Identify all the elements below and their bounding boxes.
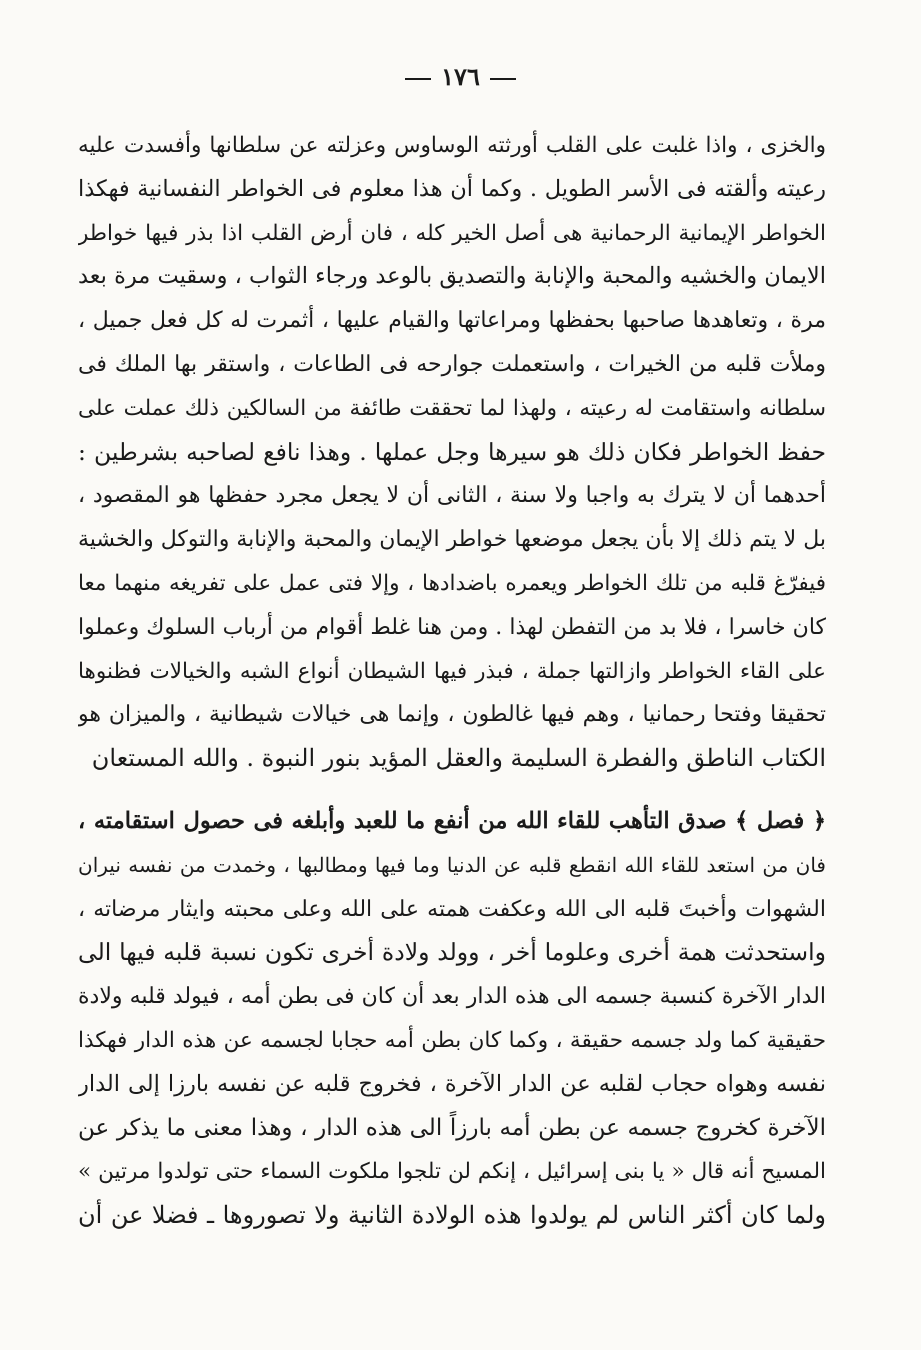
text-line: وملأت قلبه من الخيرات ، واستعملت جوارحه فى الطاعات ، واستقر بها الملك فى: [78, 351, 826, 377]
page-number: [0, 62, 921, 91]
text-line: مرة ، وتعاهدها صاحبها بحفظها ومراعاتها والقيام عليها ، أثمرت له كل فعل جميل ،: [78, 308, 826, 334]
text-line: حقيقية كما ولد جسمه حقيقة ، وكما كان بطن أمه حجابا لجسمه عن هذه الدار فهكذا: [78, 1027, 826, 1053]
text-line: ولما كان أكثر الناس لم يولدوا هذه الولادة الثانية ولا تصوروها ـ فضلا عن أن: [78, 1201, 826, 1230]
text-line: الآخرة كخروج جسمه عن بطن أمه بارزاً الى هذه الدار ، وهذا معنى ما يذكر عن: [78, 1114, 826, 1141]
section-heading-line: ﴿ فصل ﴾ صدق التأهب للقاء الله من أنفع ما للعبد وأبلغه فى حصول استقامته ،: [78, 808, 826, 834]
text-line: المسيح أنه قال « يا بنى إسرائيل ، إنكم لن تلجوا ملكوت السماء حتى تولدوا مرتين »: [78, 1159, 826, 1185]
text-line: كان خاسرا ، فلا بد من التفطن لهذا . ومن هنا غلط أقوام من أرباب السلوك وعملوا: [78, 614, 826, 640]
text-line: والخزى ، واذا غلبت على القلب أورثته الوساوس وعزلته عن سلطانها وأفسدت عليه: [78, 133, 826, 158]
dash-right: [490, 78, 516, 80]
text-line: أحدهما أن لا يترك به واجبا ولا سنة ، الثانى أن لا يجعل مجرد حفظها هو المقصود ،: [78, 483, 826, 509]
paragraph-1: [78, 124, 826, 781]
text-line: بل لا يتم ذلك إلا بأن يجعل موضعها خواطر الإيمان والمحبة والإنابة والتوكل والخشية: [78, 527, 826, 553]
text-line: الدار الآخرة كنسبة جسمه الى هذه الدار بعد أن كان فى بطن أمه ، فيولد قلبه ولادة: [78, 984, 826, 1010]
text-line: على القاء الخواطر وازالتها جملة ، فبذر فيها الشيطان أنواع الشبه والخيالات فظنوها: [78, 658, 826, 684]
text-line: فان من استعد للقاء الله انقطع قلبه عن الدنيا وما فيها ومطالبها ، وخمدت من نفسه نيران: [78, 852, 826, 877]
text-line: الايمان والخشيه والمحبة والإنابة والتصديق بالوعد ورجاء الثواب ، وسقيت مرة بعد: [78, 263, 826, 290]
text-line: الخواطر الإيمانية الرحمانية هى أصل الخير كله ، فان أرض القلب اذا بذر فيها خواطر: [78, 220, 826, 246]
text-line: الشهوات وأخبتَ قلبه الى الله وعكفت همته على الله وعلى محبته وايثار مرضاته ،: [78, 896, 826, 922]
dash-left: [405, 78, 431, 80]
paragraph-2: [78, 800, 826, 1238]
text-line: تحقيقا وفتحا رحمانيا ، وهم فيها غالطون ، وإنما هى خيالات شيطانية ، والميزان هو: [78, 702, 826, 728]
text-line: حفظ الخواطر فكان ذلك هو سيرها وجل عملها . وهذا نافع لصاحبه بشرطين :: [78, 437, 826, 466]
text-line: فيفرّغ قلبه من تلك الخواطر ويعمره باضدادها ، وإلا فتى عمل على تفريغه منهما معا: [78, 570, 826, 596]
text-line: رعيته وألقته فى الأسر الطويل . وكما أن هذا معلوم فى الخواطر النفسانية فهكذا: [78, 175, 826, 202]
text-line: نفسه وهواه حجاب لقلبه عن الدار الآخرة ، فخروج قلبه عن نفسه بارزا إلى الدار: [78, 1070, 826, 1097]
text-line: الكتاب الناطق والفطرة السليمة والعقل المؤيد بنور النبوة . والله المستعان: [91, 744, 826, 773]
text-line: سلطانه واستقامت له رعيته ، ولهذا لما تحققت طائفة من السالكين ذلك عملت على: [78, 395, 826, 421]
text-line: واستحدثت همة أخرى وعلوما أخر ، وولد ولادة أخرى تكون نسبة قلبه فيها الى: [78, 938, 826, 967]
page-number-text: ١٧٦: [441, 62, 480, 91]
